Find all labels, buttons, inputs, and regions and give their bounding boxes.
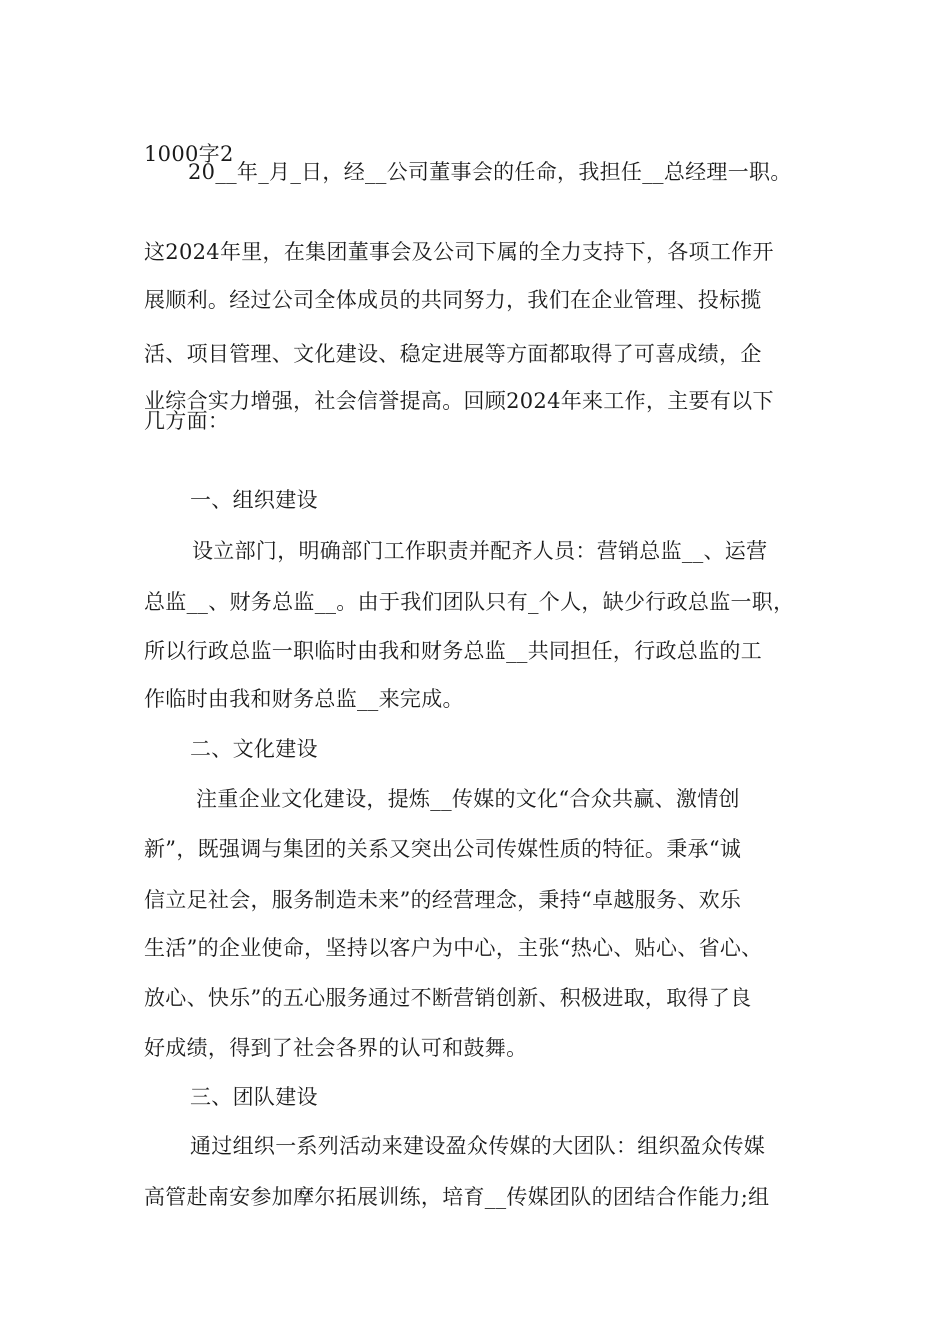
paragraph-org-line-2: 总监__、财务总监__。由于我们团队只有_个人，缺少行政总监一职， (144, 590, 795, 614)
paragraph-culture-line-4: 生活”的企业使命，坚持以客户为中心，主张“热心、贴心、省心、 (144, 936, 763, 960)
paragraph-intro-line-4: 活、项目管理、文化建设、稳定进展等方面都取得了可喜成绩，企 (144, 342, 762, 366)
paragraph-culture-line-5: 放心、快乐”的五心服务通过不断营销创新、积极进取，取得了良 (144, 986, 752, 1010)
paragraph-intro-line-6: 几方面： (144, 409, 230, 433)
paragraph-team-line-1: 通过组织一系列活动来建设盈众传媒的大团队：组织盈众传媒 (190, 1134, 766, 1158)
section-heading-team: 三、团队建设 (190, 1085, 318, 1109)
section-heading-culture: 二、文化建设 (190, 737, 318, 761)
paragraph-culture-line-3: 信立足社会，服务制造未来”的经营理念，秉持“卓越服务、欢乐 (144, 888, 742, 912)
paragraph-intro-line-5: 业综合实力增强，社会信誉提高。回顾2024年来工作，主要有以下 (144, 389, 774, 413)
paragraph-intro-line-2: 这2024年里，在集团董事会及公司下属的全力支持下，各项工作开 (144, 240, 774, 264)
paragraph-intro-line-1: 20__年_月_日，经__公司董事会的任命，我担任__总经理一职。 (188, 160, 792, 184)
section-heading-org: 一、组织建设 (190, 488, 318, 512)
paragraph-team-line-2: 高管赴南安参加摩尔拓展训练，培育__传媒团队的团结合作能力;组 (144, 1185, 770, 1209)
paragraph-org-line-1: 设立部门，明确部门工作职责并配齐人员：营销总监__、运营 (192, 539, 768, 563)
paragraph-intro-line-3: 展顺利。经过公司全体成员的共同努力，我们在企业管理、投标揽 (144, 288, 762, 312)
paragraph-org-line-4: 作临时由我和财务总监__来完成。 (144, 687, 464, 711)
paragraph-culture-line-1: 注重企业文化建设，提炼__传媒的文化“合众共赢、激情创 (196, 787, 740, 811)
header-line: 1000字2 (144, 142, 234, 166)
paragraph-org-line-3: 所以行政总监一职临时由我和财务总监__共同担任，行政总监的工 (144, 639, 762, 663)
paragraph-culture-line-6: 好成绩，得到了社会各界的认可和鼓舞。 (144, 1036, 528, 1060)
paragraph-culture-line-2: 新”，既强调与集团的关系又突出公司传媒性质的特征。秉承“诚 (144, 837, 742, 861)
